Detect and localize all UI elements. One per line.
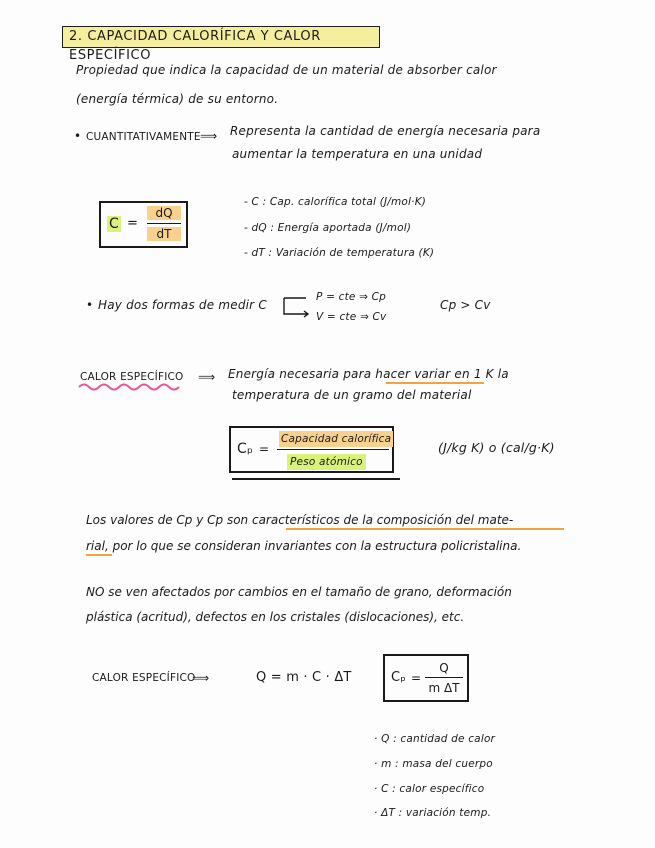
cuantitativamente-label: CUANTITATIVAMENTE bbox=[86, 131, 201, 143]
formula-c-den: dT bbox=[147, 227, 181, 241]
cuantitativamente-text-1: Representa la cantidad de energía necesaria para bbox=[230, 124, 541, 138]
legend-q-4: · ΔT : variación temp. bbox=[374, 807, 492, 819]
arrow-icon: ⟹ bbox=[200, 129, 218, 143]
legend-c-1: - C : Cap. calorífica total (J/mol·K) bbox=[244, 196, 427, 208]
formula-q-box bbox=[383, 654, 469, 702]
legend-q-2: · m : masa del cuerpo bbox=[374, 758, 493, 770]
formula-cp-den: Peso atómico bbox=[287, 454, 366, 470]
fraction-line bbox=[147, 223, 181, 224]
formula-q-equals: = bbox=[411, 671, 422, 685]
bullet: • bbox=[74, 129, 82, 143]
formula-q-num: Q bbox=[439, 661, 449, 675]
arrow-icon: ⟹ bbox=[192, 671, 210, 685]
formula-cp-eq: = bbox=[259, 442, 270, 456]
legend-q-1: · Q : cantidad de calor bbox=[374, 733, 496, 745]
formas-v: V = cte ⇒ Cv bbox=[316, 311, 387, 323]
bullet: • bbox=[86, 298, 94, 312]
legend-c-2: - dQ : Energía aportada (J/mol) bbox=[244, 222, 412, 234]
formula-c-box bbox=[99, 201, 188, 248]
formula-cp-units: (J/kg K) o (cal/g·K) bbox=[438, 440, 555, 455]
highlight-underline bbox=[86, 554, 112, 556]
branch-arrow-icon bbox=[282, 292, 312, 320]
squiggle-underline bbox=[78, 382, 182, 392]
legend-q-3: · C : calor específico bbox=[374, 783, 485, 795]
calor-especifico-text-2: temperatura de un gramo del material bbox=[232, 388, 472, 402]
no-afectados-line-1: NO se ven afectados por cambios en el tamaño de grano, deformación bbox=[86, 585, 512, 599]
formula-c-lhs: C bbox=[109, 216, 119, 232]
formula-q-eq: Q = m · C · ΔT bbox=[256, 670, 352, 685]
formas-p: P = cte ⇒ Cp bbox=[316, 291, 387, 303]
formula-cp-num: Capacidad calorífica bbox=[281, 433, 392, 445]
formula-c-eq: = bbox=[127, 216, 139, 231]
formula-cp-box bbox=[229, 426, 394, 473]
formula-q-lhs: Cₚ bbox=[391, 670, 407, 685]
valores-line-2: rial, por lo que se consideran invariantes con la estructura policristalina. bbox=[86, 539, 522, 553]
no-afectados-line-2: plástica (acritud), defectos en los cristales (dislocaciones), etc. bbox=[86, 610, 465, 624]
intro-line-1: Propiedad que indica la capacidad de un material de absorber calor bbox=[76, 63, 497, 77]
highlight-underline bbox=[286, 528, 564, 530]
calor-especifico-label: CALOR ESPECÍFICO bbox=[80, 371, 184, 383]
formula-cp-lhs: Cₚ bbox=[237, 441, 254, 457]
fraction-line bbox=[425, 677, 463, 678]
highlight-underline bbox=[386, 382, 484, 384]
formula-c-num: dQ bbox=[147, 206, 181, 220]
section-title: 2. CAPACIDAD CALORÍFICA Y CALOR ESPECÍFICO bbox=[62, 26, 380, 48]
fraction-line bbox=[277, 449, 389, 450]
calor-especifico-text-1: Energía necesaria para hacer variar en 1 K la bbox=[228, 367, 509, 381]
box-shadow-line bbox=[232, 478, 400, 480]
formas-compare: Cp > Cv bbox=[440, 298, 491, 312]
valores-line-1: Los valores de Cp y Cp son característicos de la composición del mate- bbox=[86, 513, 514, 527]
formula-q-den: m ΔT bbox=[428, 681, 460, 695]
arrow-icon: ⟹ bbox=[198, 370, 216, 384]
formula-q-label: CALOR ESPECÍFICO bbox=[92, 672, 196, 684]
legend-c-3: - dT : Variación de temperatura (K) bbox=[244, 247, 435, 259]
formas-text: Hay dos formas de medir C bbox=[98, 298, 267, 312]
cuantitativamente-text-2: aumentar la temperatura en una unidad bbox=[232, 147, 483, 161]
intro-line-2: (energía térmica) de su entorno. bbox=[76, 92, 279, 106]
